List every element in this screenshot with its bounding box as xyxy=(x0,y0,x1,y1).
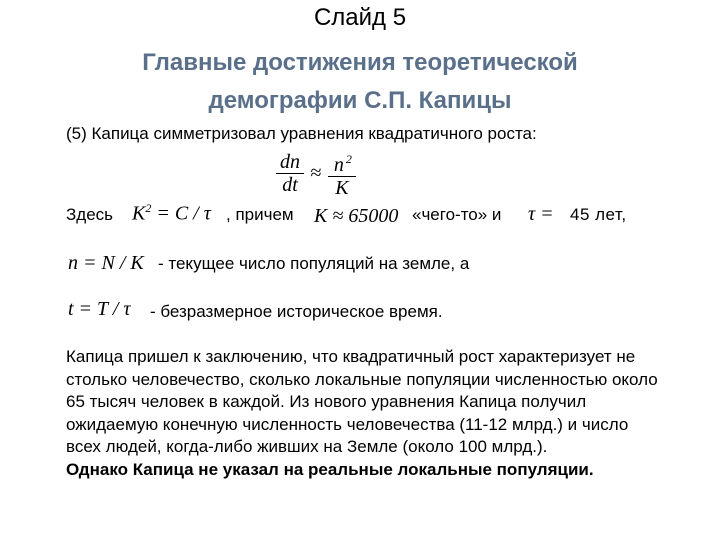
intro-text: (5) Капица симметризовал уравнения квадратичного роста: xyxy=(66,124,537,143)
title-line-2: демографии С.П. Капицы xyxy=(208,87,512,114)
formula-tau: τ = xyxy=(528,203,554,225)
formula-t: t = T / τ xyxy=(68,298,131,320)
n-description: - текущее число популяций на земле, а xyxy=(158,254,470,273)
lhs-denominator: dt xyxy=(282,173,298,196)
quote-text: «чего-то» и xyxy=(412,205,502,224)
lhs-numerator: dn xyxy=(280,150,300,173)
conclusion-text: Капица пришел к заключению, что квадратичный рост характеризует не столько человечество, сколько локальные популяции численностью около 65 тысяч человек в каждой. Из нового уравнения Капица получил ожидаемую конечную численность человечества (11-12 млрд.) и число всех людей, когда-либо живших на Земле (около 100 млрд.). xyxy=(66,347,658,456)
formula-k-approx: K ≈ 65000 xyxy=(314,205,399,227)
conj-text: , причем xyxy=(226,205,294,224)
rhs-numerator: n $^2$ xyxy=(333,152,352,176)
slide-number: Слайд 5 xyxy=(313,4,407,31)
rhs-fraction xyxy=(330,148,354,199)
formula-k2: $K^2 = C / \tau$ xyxy=(132,201,211,225)
conclusion-paragraph xyxy=(66,346,666,481)
t-description: - безразмерное историческое время. xyxy=(150,302,443,321)
slide-title xyxy=(0,44,720,120)
tau-value: 45 лет, xyxy=(570,205,627,224)
rhs-denominator: K xyxy=(335,176,349,199)
main-equation xyxy=(278,148,354,199)
lhs-fraction xyxy=(278,151,302,196)
here-label: Здесь xyxy=(66,205,113,224)
conclusion-bold-text: Однако Капица не указал на реальные локальные популяции. xyxy=(66,459,594,479)
formula-n: n = N / K xyxy=(68,252,144,274)
approx-sign: ≈ xyxy=(310,161,322,184)
title-line-1: Главные достижения теоретической xyxy=(142,49,578,76)
